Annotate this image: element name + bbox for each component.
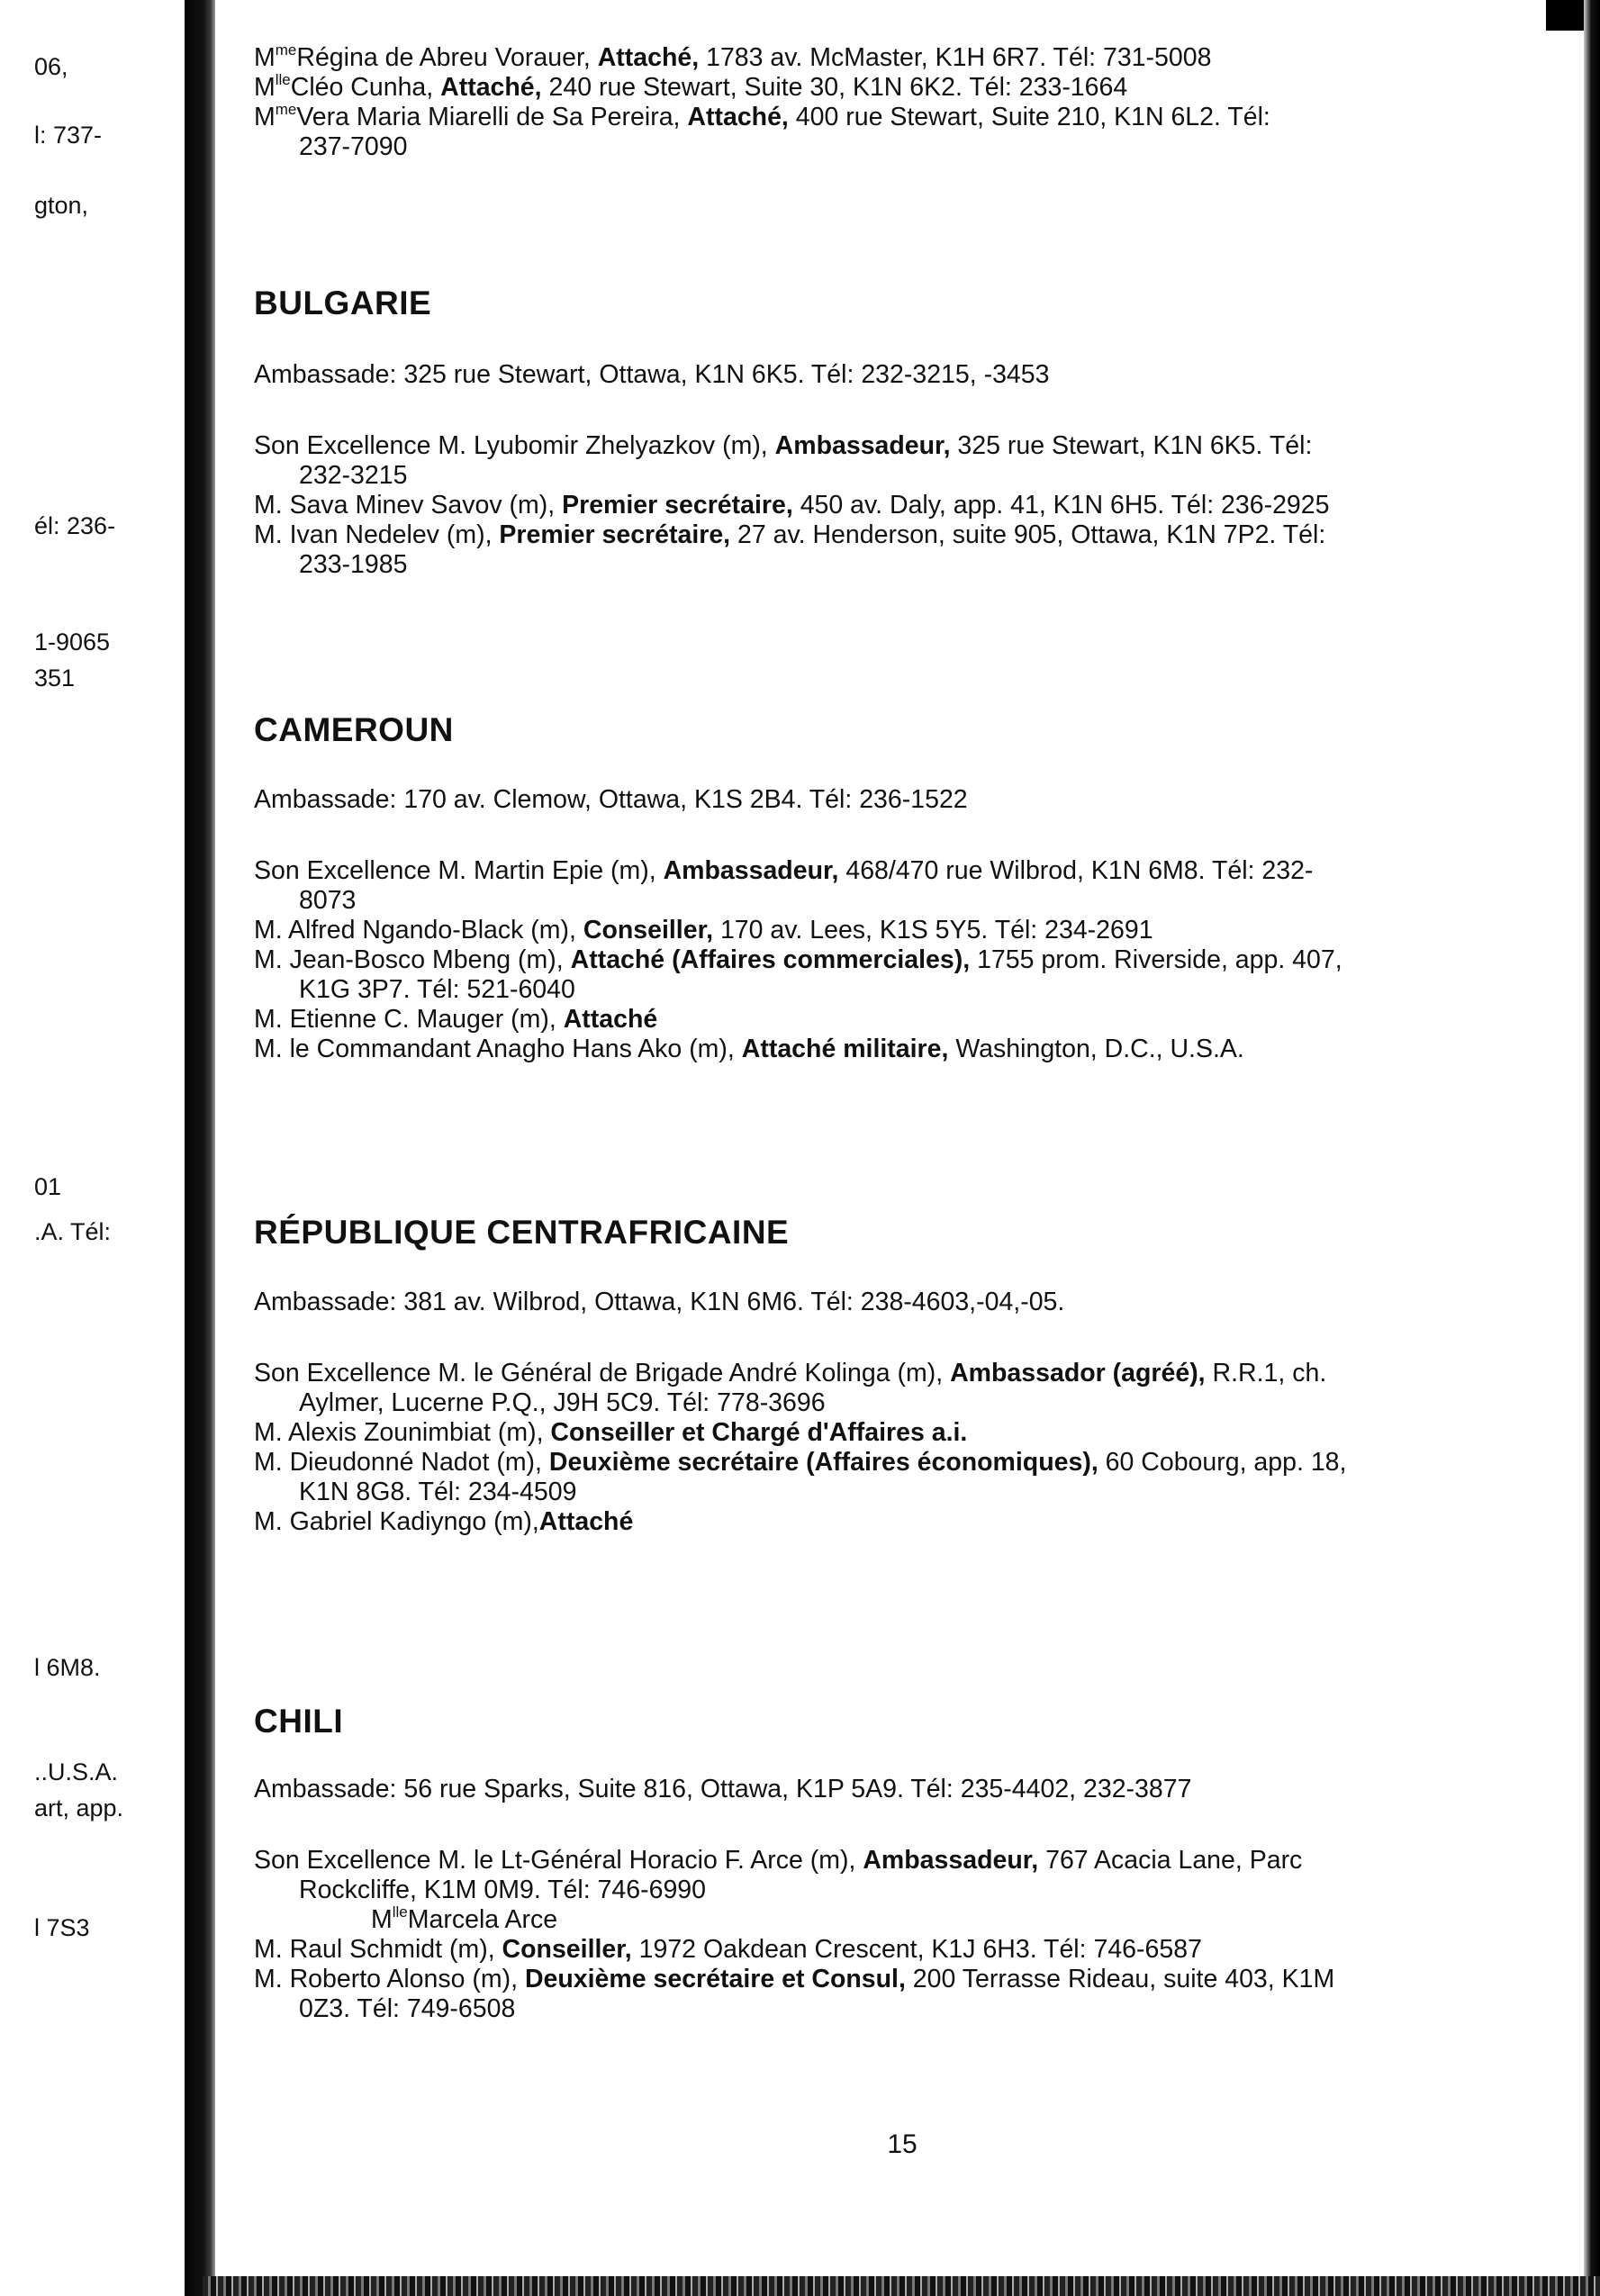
- staff-entry: $M^{me}Vera$ Maria Miarelli de Sa Pereira, Attaché, 400 rue Stewart, Suite 210, K1N 6L2. Tél: 237-7090: [254, 103, 1550, 162]
- staff-address: 1972 Oakdean Crescent, K1J 6H3. Tél: 746-6587: [638, 1935, 1202, 1964]
- staff-entry: $M^{me}Régina$ de Abreu Vorauer, Attaché, 1783 av. McMaster, K1H 6R7. Tél: 731-5008: [254, 41, 1212, 72]
- country-heading: BULGARIE: [254, 285, 432, 321]
- staff-address: R.R.1, ch.: [1212, 1359, 1327, 1388]
- staff-address-cont: 237-7090: [299, 132, 408, 161]
- staff-address: 468/470 rue Wilbrod, K1N 6M8. Tél: 232-: [845, 856, 1314, 885]
- staff-address: 27 av. Henderson, suite 905, Ottawa, K1N 7P2. Tél:: [737, 520, 1326, 549]
- staff-entry: [254, 856, 1550, 916]
- staff-address: 450 av. Daly, app. 41, K1N 6H5. Tél: 236-2925: [800, 491, 1330, 520]
- staff-title: Deuxième secrétaire (Affaires économiques),: [548, 1448, 1098, 1477]
- staff-address: 60 Cobourg, app. 18,: [1105, 1448, 1347, 1477]
- staff-name: M. Etienne C. Mauger (m),: [254, 1005, 556, 1034]
- staff-name: M. le Commandant Anagho Hans Ako (m),: [254, 1035, 735, 1063]
- staff-entry: [254, 1418, 1550, 1448]
- left-fragment-text: l 7S3: [34, 1914, 90, 1941]
- left-fragment-text: 01: [34, 1173, 62, 1200]
- right-page-edge: [1584, 0, 1600, 2296]
- staff-name: M. Roberto Alonso (m),: [254, 1965, 519, 1993]
- staff-title: Attaché: [563, 1005, 658, 1034]
- carryover-entries: [254, 43, 1550, 162]
- staff-address-cont: Rockcliffe, K1M 0M9. Tél: 746-6990: [299, 1876, 707, 1904]
- staff-name: M. Alexis Zounimbiat (m),: [254, 1418, 544, 1447]
- dependent-name: Marcela Arce: [407, 1905, 558, 1934]
- staff-entry: [254, 1935, 1550, 1965]
- left-fragment-text: ..U.S.A.: [34, 1758, 119, 1785]
- left-page-fragment: [0, 0, 185, 2296]
- staff-address: 325 rue Stewart, K1N 6K5. Tél:: [957, 431, 1313, 460]
- staff-title: Attaché militaire,: [741, 1035, 949, 1063]
- embassy-address: Ambassade: 170 av. Clemow, Ottawa, K1S 2B4. Tél: 236-1522: [254, 785, 968, 814]
- left-fragment-text: l: 737-: [34, 122, 103, 149]
- left-fragment-text: art, app.: [34, 1794, 124, 1821]
- staff-address: 240 rue Stewart, Suite 30, K1N 6K2. Tél: 233-1664: [548, 73, 1128, 102]
- staff-title: Conseiller,: [502, 1935, 632, 1964]
- staff-address-cont: 0Z3. Tél: 749-6508: [299, 1994, 516, 2023]
- staff-address: 767 Acacia Lane, Parc: [1045, 1846, 1303, 1875]
- staff-title: Attaché,: [687, 103, 789, 131]
- country-heading: CHILI: [254, 1703, 344, 1740]
- staff-name: Son Excellence M. Lyubomir Zhelyazkov (m),: [254, 431, 768, 460]
- embassy-address: Ambassade: 381 av. Wilbrod, Ottawa, K1N 6M6. Tél: 238-4603,-04,-05.: [254, 1288, 1065, 1316]
- staff-title: Deuxième secrétaire et Consul,: [524, 1965, 906, 1993]
- staff-address-cont: Aylmer, Lucerne P.Q., J9H 5C9. Tél: 778-3696: [299, 1388, 826, 1417]
- left-fragment-text: 351: [34, 664, 76, 692]
- staff-title: Conseiller,: [583, 916, 714, 945]
- staff-entry: [254, 1846, 1550, 1935]
- left-fragment-text: él: 236-: [34, 512, 116, 539]
- staff-entry: [254, 1005, 1550, 1035]
- staff-name: M. Ivan Nedelev (m),: [254, 520, 493, 549]
- left-fragment-text: l 6M8.: [34, 1654, 101, 1681]
- embassy-address: Ambassade: 56 rue Sparks, Suite 816, Ottawa, K1P 5A9. Tél: 235-4402, 232-3877: [254, 1775, 1192, 1803]
- staff-name: M. Raul Schmidt (m),: [254, 1935, 495, 1964]
- left-fragment-text: .A. Tél:: [34, 1218, 112, 1245]
- country-heading: CAMEROUN: [254, 711, 454, 748]
- staff-name: Vera Maria Miarelli de Sa Pereira,: [296, 103, 681, 131]
- staff-name: M. Gabriel Kadiyngo (m),: [254, 1507, 539, 1536]
- staff-title: Conseiller et Chargé d'Affaires a.i.: [550, 1418, 968, 1447]
- staff-entry: [254, 1965, 1550, 2024]
- left-fragment-text: gton,: [34, 192, 89, 219]
- staff-title: Attaché,: [440, 73, 542, 102]
- staff-name: Son Excellence M. le Général de Brigade André Kolinga (m),: [254, 1359, 944, 1388]
- staff-title: Premier secrétaire,: [499, 520, 731, 549]
- country-heading: RÉPUBLIQUE CENTRAFRICAINE: [254, 1214, 790, 1251]
- staff-title: Ambassadeur,: [863, 1846, 1039, 1875]
- country-section-chili: [254, 1703, 1550, 2024]
- staff-address-cont: 8073: [299, 886, 357, 915]
- staff-entry: [254, 1359, 1550, 1418]
- staff-name: M. Jean-Bosco Mbeng (m),: [254, 945, 564, 974]
- binding-gutter: [185, 0, 215, 2296]
- country-section-centrafricaine: [254, 1214, 1550, 1537]
- staff-entry: [254, 916, 1550, 945]
- embassy-address: Ambassade: 325 rue Stewart, Ottawa, K1N 6K5. Tél: 232-3215, -3453: [254, 360, 1050, 389]
- staff-entry: [254, 491, 1550, 520]
- staff-address-cont: 232-3215: [299, 461, 408, 490]
- country-section-bulgarie: [254, 285, 1550, 580]
- staff-name: M. Dieudonné Nadot (m),: [254, 1448, 542, 1477]
- staff-name: Cléo Cunha,: [290, 73, 434, 102]
- staff-entry: $M^{lle}Cléo$ Cunha, Attaché, 240 rue Stewart, Suite 30, K1N 6K2. Tél: 233-1664: [254, 70, 1128, 102]
- staff-address: 400 rue Stewart, Suite 210, K1N 6L2. Tél:: [795, 103, 1270, 131]
- staff-name: Son Excellence M. le Lt-Général Horacio F. Arce (m),: [254, 1846, 856, 1875]
- staff-name: Son Excellence M. Martin Epie (m),: [254, 856, 656, 885]
- page-number: 15: [887, 2129, 918, 2159]
- left-fragment-text: 06,: [34, 53, 68, 80]
- staff-address: 1755 prom. Riverside, app. 407,: [977, 945, 1342, 974]
- staff-title: Premier secrétaire,: [562, 491, 793, 520]
- staff-title: Ambassadeur,: [774, 431, 951, 460]
- staff-name: Régina de Abreu Vorauer,: [296, 43, 591, 72]
- bottom-page-edge: [203, 2276, 1600, 2296]
- staff-entry: [254, 1448, 1550, 1507]
- staff-name: M. Alfred Ngando-Black (m),: [254, 916, 576, 945]
- country-section-cameroun: [254, 711, 1550, 1064]
- left-fragment-text: 1-9065: [34, 628, 111, 655]
- staff-address-cont: 233-1985: [299, 550, 408, 579]
- staff-address-cont: K1G 3P7. Tél: 521-6040: [299, 975, 575, 1004]
- staff-title: Ambassadeur,: [663, 856, 839, 885]
- staff-address: 170 av. Lees, K1S 5Y5. Tél: 234-2691: [719, 916, 1153, 945]
- staff-address: 200 Terrasse Rideau, suite 403, K1M: [912, 1965, 1335, 1993]
- staff-title: Attaché (Affaires commerciales),: [570, 945, 971, 974]
- staff-entry: [254, 431, 1550, 491]
- dependent-entry: $M^{lle}Marcela$ Arce: [371, 1903, 558, 1934]
- staff-title: Ambassador (agréé),: [950, 1359, 1206, 1388]
- staff-address-cont: K1N 8G8. Tél: 234-4509: [299, 1478, 577, 1506]
- staff-title: Attaché,: [597, 43, 700, 72]
- staff-address: Washington, D.C., U.S.A.: [955, 1035, 1244, 1063]
- staff-address: 1783 av. McMaster, K1H 6R7. Tél: 731-5008: [706, 43, 1212, 72]
- staff-title: Attaché: [538, 1507, 634, 1536]
- staff-entry: [254, 1035, 1550, 1064]
- staff-entry: [254, 1507, 1550, 1537]
- staff-name: M. Sava Minev Savov (m),: [254, 491, 556, 520]
- staff-entry: [254, 945, 1550, 1005]
- staff-entry: [254, 520, 1550, 580]
